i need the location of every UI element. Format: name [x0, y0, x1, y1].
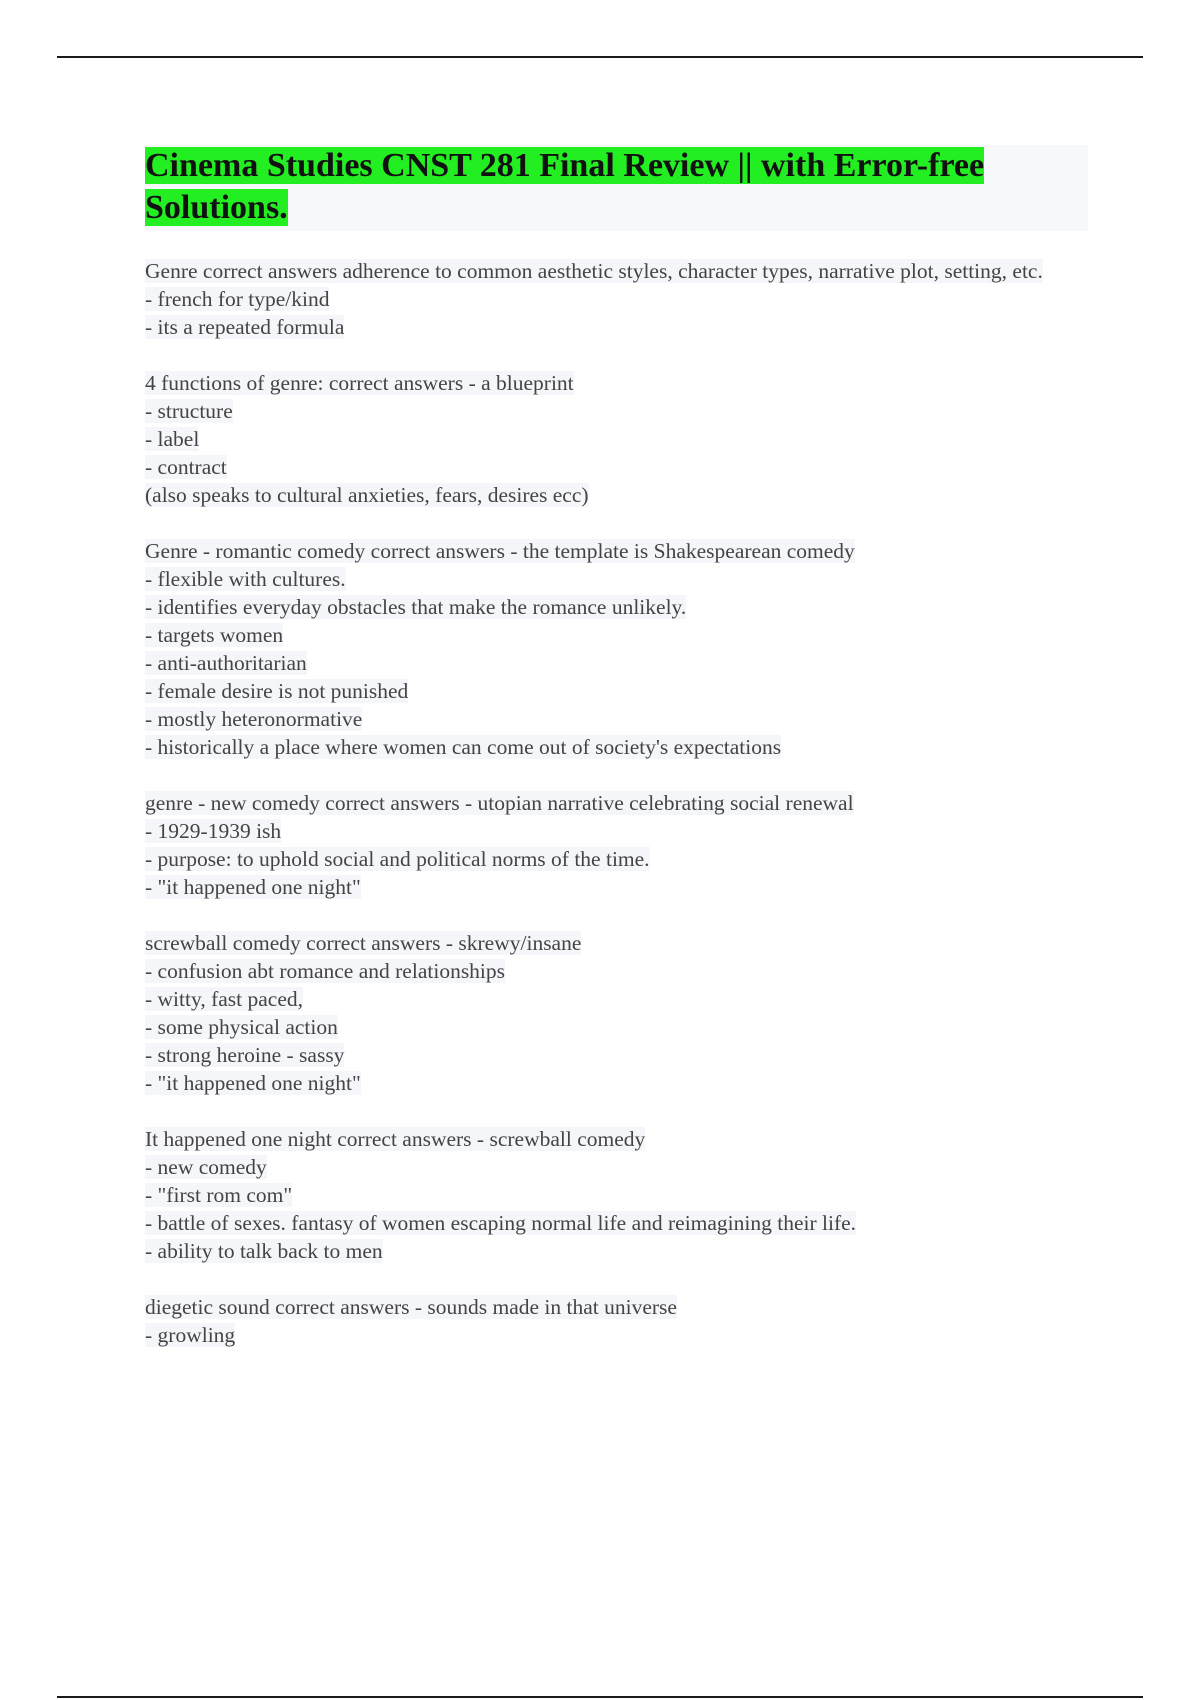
- qa-entry: [145, 789, 1095, 901]
- line-text: - female desire is not punished: [145, 679, 409, 703]
- entry-answer-line: [145, 677, 1095, 705]
- line-text: - "first rom com": [145, 1183, 293, 1207]
- top-rule: [57, 56, 1143, 58]
- entry-answer-line: [145, 1069, 1095, 1097]
- entry-answer-line: [145, 873, 1095, 901]
- entry-answer-line: [145, 1209, 1095, 1237]
- line-text: - its a repeated formula: [145, 315, 345, 339]
- entry-answer-line: [145, 817, 1095, 845]
- entry-answer-line: [145, 621, 1095, 649]
- line-text: - ability to talk back to men: [145, 1239, 383, 1263]
- bottom-rule: [57, 1696, 1143, 1698]
- line-text: - contract: [145, 455, 227, 479]
- entry-answer-line: [145, 649, 1095, 677]
- line-text: - anti-authoritarian: [145, 651, 307, 675]
- title-highlight: Cinema Studies CNST 281 Final Review || with Error-free Solutions.: [145, 147, 985, 226]
- entry-answer-line: [145, 1153, 1095, 1181]
- entry-answer-line: [145, 397, 1095, 425]
- line-text: - purpose: to uphold social and political norms of the time.: [145, 847, 650, 871]
- line-text: - new comedy: [145, 1155, 267, 1179]
- line-text: - targets women: [145, 623, 284, 647]
- entry-question-line: [145, 369, 1095, 397]
- qa-entry: [145, 1125, 1095, 1265]
- line-text: - french for type/kind: [145, 287, 330, 311]
- entry-answer-line: [145, 425, 1095, 453]
- entry-answer-line: [145, 593, 1095, 621]
- line-text: - label: [145, 427, 200, 451]
- qa-entry: [145, 929, 1095, 1097]
- document-body: [145, 257, 1095, 1377]
- document-title: [145, 145, 1088, 229]
- line-text: - some physical action: [145, 1015, 338, 1039]
- entry-answer-line: [145, 453, 1095, 481]
- entry-answer-line: [145, 985, 1095, 1013]
- qa-entry: [145, 1293, 1095, 1349]
- line-text: - growling: [145, 1323, 236, 1347]
- entry-answer-line: [145, 957, 1095, 985]
- line-text: - confusion abt romance and relationships: [145, 959, 506, 983]
- entry-question-line: [145, 257, 1095, 285]
- entry-answer-line: [145, 1237, 1095, 1265]
- entry-answer-line: [145, 1013, 1095, 1041]
- line-text: - 1929-1939 ish: [145, 819, 282, 843]
- entry-question-line: [145, 929, 1095, 957]
- line-text: Genre - romantic comedy correct answers - the template is Shakespearean comedy: [145, 539, 855, 563]
- entry-question-line: [145, 537, 1095, 565]
- entry-question-line: [145, 789, 1095, 817]
- entry-answer-line: [145, 481, 1095, 509]
- line-text: (also speaks to cultural anxieties, fears, desires ecc): [145, 483, 589, 507]
- line-text: - "it happened one night": [145, 875, 361, 899]
- entry-answer-line: [145, 1321, 1095, 1349]
- entry-answer-line: [145, 1041, 1095, 1069]
- qa-entry: [145, 369, 1095, 509]
- qa-entry: [145, 257, 1095, 341]
- entry-answer-line: [145, 845, 1095, 873]
- line-text: - strong heroine - sassy: [145, 1043, 345, 1067]
- entry-answer-line: [145, 733, 1095, 761]
- title-block: [145, 145, 1088, 231]
- line-text: - witty, fast paced,: [145, 987, 304, 1011]
- entry-answer-line: [145, 313, 1095, 341]
- line-text: Genre correct answers adherence to common aesthetic styles, character types, narrative plot, setting, etc.: [145, 259, 1043, 283]
- entry-answer-line: [145, 705, 1095, 733]
- line-text: genre - new comedy correct answers - utopian narrative celebrating social renewal: [145, 791, 854, 815]
- line-text: - battle of sexes. fantasy of women escaping normal life and reimagining their life.: [145, 1211, 857, 1235]
- entry-answer-line: [145, 1181, 1095, 1209]
- entry-answer-line: [145, 565, 1095, 593]
- line-text: - structure: [145, 399, 233, 423]
- line-text: diegetic sound correct answers - sounds made in that universe: [145, 1295, 677, 1319]
- line-text: screwball comedy correct answers - skrewy/insane: [145, 931, 582, 955]
- line-text: - identifies everyday obstacles that make the romance unlikely.: [145, 595, 687, 619]
- entry-question-line: [145, 1125, 1095, 1153]
- line-text: - mostly heteronormative: [145, 707, 363, 731]
- line-text: - historically a place where women can come out of society's expectations: [145, 735, 782, 759]
- entry-question-line: [145, 1293, 1095, 1321]
- qa-entry: [145, 537, 1095, 761]
- entry-answer-line: [145, 285, 1095, 313]
- line-text: - flexible with cultures.: [145, 567, 346, 591]
- line-text: - "it happened one night": [145, 1071, 361, 1095]
- line-text: 4 functions of genre: correct answers - a blueprint: [145, 371, 574, 395]
- line-text: It happened one night correct answers - screwball comedy: [145, 1127, 646, 1151]
